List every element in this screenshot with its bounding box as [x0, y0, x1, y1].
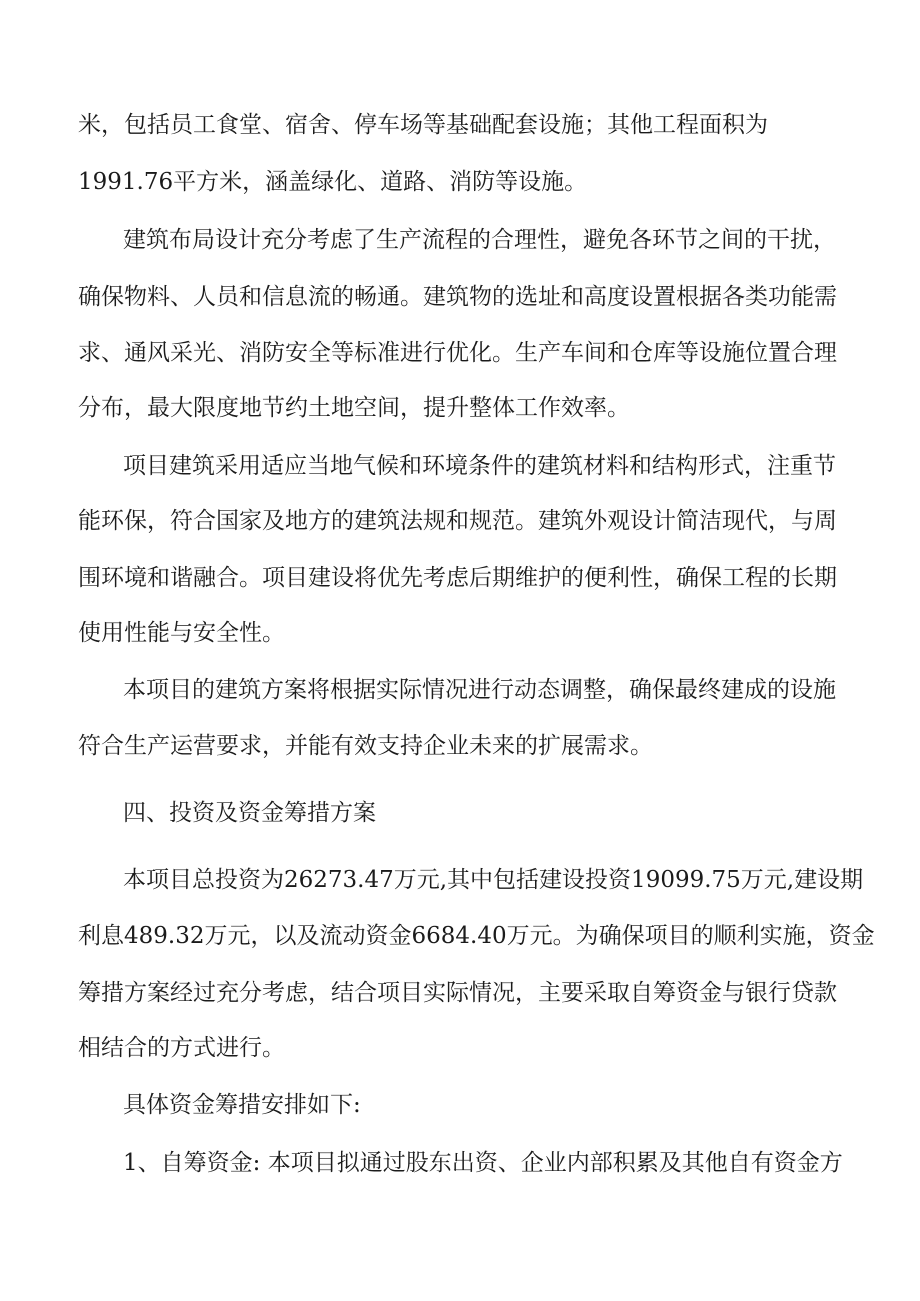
text-line: 利息489.32万元，以及流动资金6684.40万元。为确保项目的顺利实施，资金: [78, 923, 875, 949]
text-line: 筹措方案经过充分考虑，结合项目实际情况，主要采取自筹资金与银行贷款: [78, 980, 837, 1006]
text-line: 围环境和谐融合。项目建设将优先考虑后期维护的便利性，确保工程的长期: [78, 565, 837, 591]
text-line: 项目建筑采用适应当地气候和环境条件的建筑材料和结构形式，注重节: [123, 453, 836, 479]
text-line: 符合生产运营要求，并能有效支持企业未来的扩展需求。: [78, 733, 653, 759]
text-line: 相结合的方式进行。: [78, 1035, 285, 1061]
text-line: 确保物料、人员和信息流的畅通。建筑物的选址和高度设置根据各类功能需: [78, 284, 837, 310]
text-line: 本项目总投资为26273.47万元,其中包括建设投资19099.75万元,建设期: [123, 867, 864, 893]
text-line: 本项目的建筑方案将根据实际情况进行动态调整，确保最终建成的设施: [123, 677, 836, 703]
text-line: 米，包括员工食堂、宿舍、停车场等基础配套设施；其他工程面积为: [78, 112, 768, 138]
text-line: 具体资金筹措安排如下:: [123, 1092, 361, 1118]
text-line: 1991.76平方米，涵盖绿化、道路、消防等设施。: [78, 169, 588, 195]
text-line: 建筑布局设计充分考虑了生产流程的合理性，避免各环节之间的干扰，: [123, 227, 836, 253]
text-line: 使用性能与安全性。: [78, 620, 285, 646]
text-line: 分布，最大限度地节约土地空间，提升整体工作效率。: [78, 395, 630, 421]
text-line: 能环保，符合国家及地方的建筑法规和规范。建筑外观设计简洁现代，与周: [78, 508, 837, 534]
text-line: 求、通风采光、消防安全等标准进行优化。生产车间和仓库等设施位置合理: [78, 340, 837, 366]
section-title: 四、投资及资金筹措方案: [123, 800, 376, 826]
text-line: 1、自筹资金: 本项目拟通过股东出资、企业内部积累及其他自有资金方: [123, 1150, 843, 1176]
